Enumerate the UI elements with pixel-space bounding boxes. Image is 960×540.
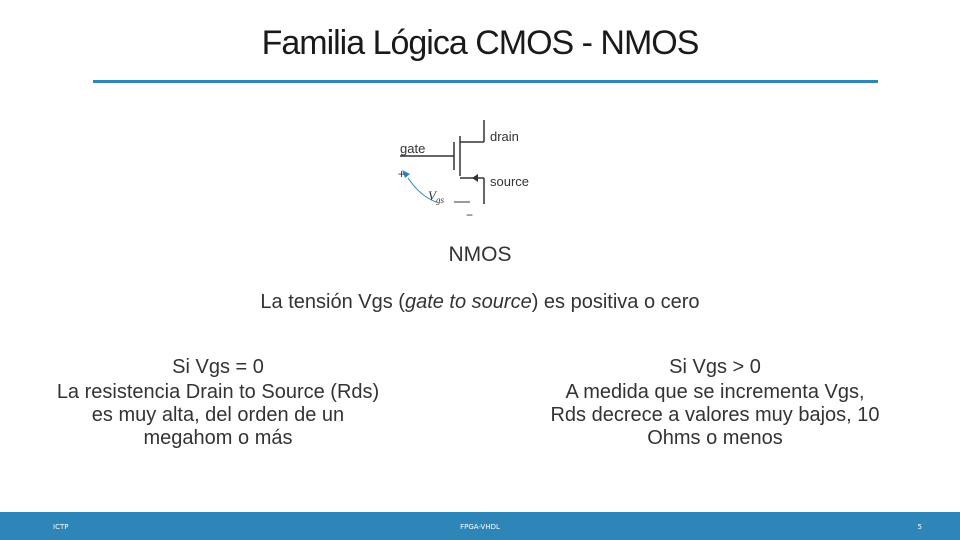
vgs-label-sub: gs <box>435 195 444 205</box>
vgs-zero-body: La resistencia Drain to Source (Rds) es muy alta, del orden de un megahom o más <box>56 381 380 449</box>
footer-bar <box>0 512 960 540</box>
gate-label: gate <box>400 141 426 156</box>
nmos-caption: NMOS <box>448 243 512 266</box>
vgs-positive-heading: Si Vgs > 0 <box>669 356 761 378</box>
vgs-positive-body: A medida que se incrementa Vgs, Rds decrece a valores muy bajos, 10 Ohms o menos <box>550 381 880 449</box>
vgs-label <box>428 188 444 205</box>
vgs-zero-heading: Si Vgs = 0 <box>172 356 264 378</box>
tension-statement <box>0 291 960 314</box>
title-underline <box>93 80 878 83</box>
vgs-label-main: V <box>428 188 436 203</box>
footer-left-text: ICTP <box>53 523 69 531</box>
tension-before: La tensión Vgs ( <box>260 291 405 313</box>
source-arrow <box>472 174 478 182</box>
tension-after: ) es positiva o cero <box>531 291 700 313</box>
source-label: source <box>490 174 530 189</box>
slide-title: Familia Lógica CMOS - NMOS <box>261 24 699 62</box>
vgs-minus: − <box>466 208 474 222</box>
vgs-plus: + <box>398 167 406 181</box>
nmos-transistor-diagram <box>392 112 542 222</box>
footer-center-text: FPGA-VHDL <box>460 523 500 531</box>
drain-label: drain <box>490 129 519 144</box>
vgs-positive-column <box>545 356 885 450</box>
vgs-zero-column <box>48 356 388 450</box>
slide-number: 5 <box>917 523 922 531</box>
tension-italic: gate to source <box>404 291 532 313</box>
